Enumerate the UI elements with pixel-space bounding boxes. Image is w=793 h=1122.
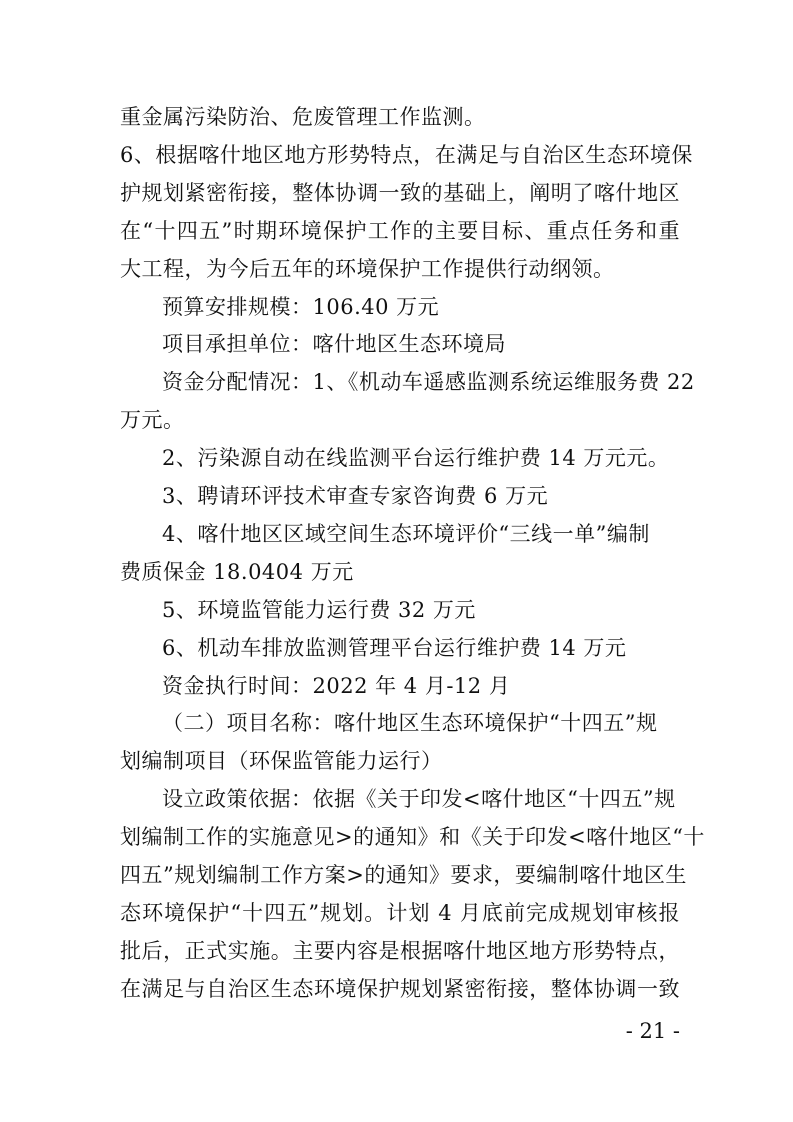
text-line-13: 费质保金 18.0404 万元	[120, 559, 354, 584]
text-line-3: 护规划紧密衔接，整体协调一致的基础上，阐明了喀什地区	[120, 180, 680, 205]
budget-scale: 预算安排规模：106.40 万元	[162, 294, 440, 319]
page-number: - 21 -	[625, 1019, 680, 1043]
fund-allocation: 资金分配情况：1、《机动车遥感监测系统运维服务费 22	[162, 370, 695, 395]
fund-execution-time: 资金执行时间：2022 年 4 月-12 月	[162, 673, 511, 698]
text-line-18: 划编制项目（环保监管能力运行）	[120, 749, 443, 774]
project-name-heading: （二）项目名称：喀什地区生态环境保护“十四五”规	[162, 711, 658, 736]
text-line-14: 5、环境监管能力运行费 32 万元	[162, 597, 476, 622]
text-line-9: 万元。	[120, 408, 185, 433]
text-line-22: 态环境保护“十四五”规划。计划 4 月底前完成规划审核报	[120, 900, 680, 925]
text-line-24: 在满足与自治区生态环境保护规划紧密衔接，整体协调一致	[120, 976, 680, 1001]
text-line-21: 四五”规划编制工作方案>的通知》要求，要编制喀什地区生	[120, 863, 687, 887]
text-line-23: 批后，正式实施。主要内容是根据喀什地区地方形势特点，	[120, 938, 680, 963]
text-line-15: 6、机动车排放监测管理平台运行维护费 14 万元	[162, 635, 627, 660]
text-line-5: 大工程，为今后五年的环境保护工作提供行动纲领。	[120, 256, 615, 281]
text-line-20: 划编制工作的实施意见>的通知》和《关于印发<喀什地区“十	[120, 825, 705, 850]
text-line-12: 4、喀什地区区域空间生态环境评价“三线一单”编制	[162, 521, 650, 546]
policy-basis: 设立政策依据：依据《关于印发<喀什地区“十四五”规	[162, 787, 676, 812]
text-line-1: 重金属污染防治、危废管理工作监测。	[120, 105, 486, 129]
text-line-11: 3、聘请环评技术审查专家咨询费 6 万元	[162, 484, 549, 508]
text-line-4: 在“十四五”时期环境保护工作的主要目标、重点任务和重	[120, 218, 680, 243]
project-unit: 项目承担单位：喀什地区生态环境局	[162, 332, 506, 357]
text-line-10: 2、污染源自动在线监测平台运行维护费 14 万元元。	[162, 446, 670, 471]
text-line-2: 6、根据喀什地区地方形势特点，在满足与自治区生态环境保	[120, 142, 693, 167]
